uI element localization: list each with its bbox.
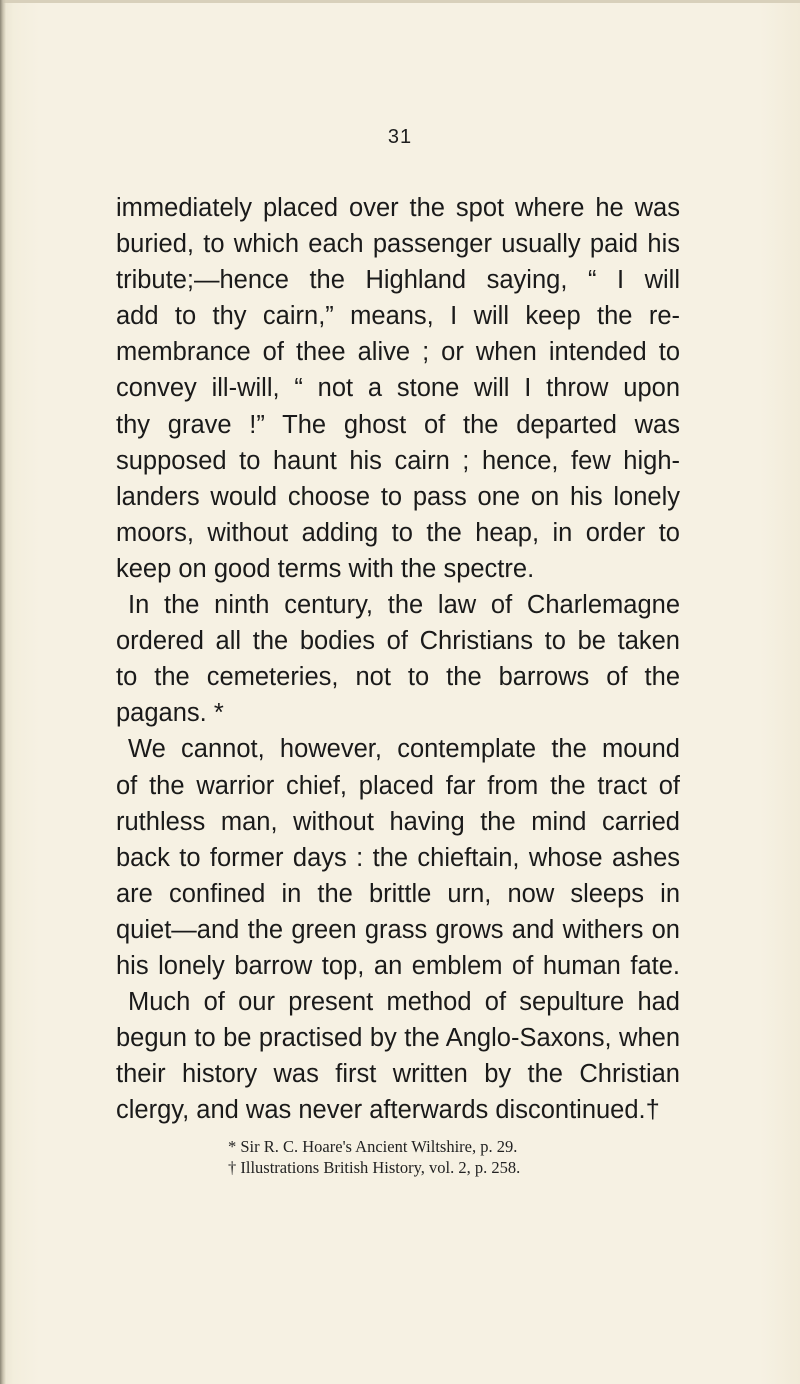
- body-line: We cannot, however, contemplate the mound: [128, 735, 680, 764]
- body-line: their history was first written by the Christian: [116, 1060, 680, 1089]
- body-line: keep on good terms with the spectre.: [116, 554, 535, 583]
- body-line: immediately placed over the spot where he was: [116, 194, 680, 222]
- body-line: clergy, and was never afterwards discontinued.†: [116, 1096, 660, 1125]
- footnotes: [228, 1136, 688, 1178]
- body-line: quiet—and the green grass grows and withers on: [116, 915, 680, 944]
- body-line: tribute;—hence the Highland saying, “ I will: [116, 266, 680, 295]
- body-line: landers would choose to pass one on his lonely: [116, 482, 680, 511]
- body-line: supposed to haunt his cairn ; hence, few high-: [116, 446, 680, 475]
- body-line: thy grave !” The ghost of the departed was: [116, 410, 680, 439]
- body-line: back to former days : the chieftain, whose ashes: [116, 843, 680, 872]
- body-line: ruthless man, without having the mind carried: [116, 807, 680, 836]
- body-line: his lonely barrow top, an emblem of human fate.: [116, 951, 680, 980]
- footnote: † Illustrations British History, vol. 2, p. 258.: [228, 1158, 521, 1177]
- body-line: of the warrior chief, placed far from the tract of: [116, 771, 680, 800]
- page-top-edge: [0, 0, 800, 3]
- page-number: 31: [387, 126, 413, 148]
- footnote: * Sir R. C. Hoare's Ancient Wiltshire, p. 29.: [228, 1137, 518, 1156]
- body-line: pagans. *: [116, 699, 224, 728]
- body-line: to the cemeteries, not to the barrows of the: [116, 663, 680, 692]
- spine-shadow: [0, 0, 6, 1384]
- body-line: ordered all the bodies of Christians to be taken: [116, 627, 680, 656]
- body-line: convey ill-will, “ not a stone will I throw upon: [116, 374, 680, 403]
- body-line: moors, without adding to the heap, in order to: [116, 518, 680, 547]
- body-line: begun to be practised by the Anglo-Saxons, when: [116, 1024, 680, 1053]
- body-line: buried, to which each passenger usually paid his: [116, 230, 680, 259]
- body-line: Much of our present method of sepulture had: [128, 988, 680, 1017]
- body-line: In the ninth century, the law of Charlemagne: [128, 591, 680, 620]
- body-line: membrance of thee alive ; or when intended to: [116, 338, 680, 367]
- body-text: [116, 190, 680, 1128]
- body-line: are confined in the brittle urn, now sleeps in: [116, 879, 680, 908]
- body-line: add to thy cairn,” means, I will keep the re-: [116, 302, 680, 331]
